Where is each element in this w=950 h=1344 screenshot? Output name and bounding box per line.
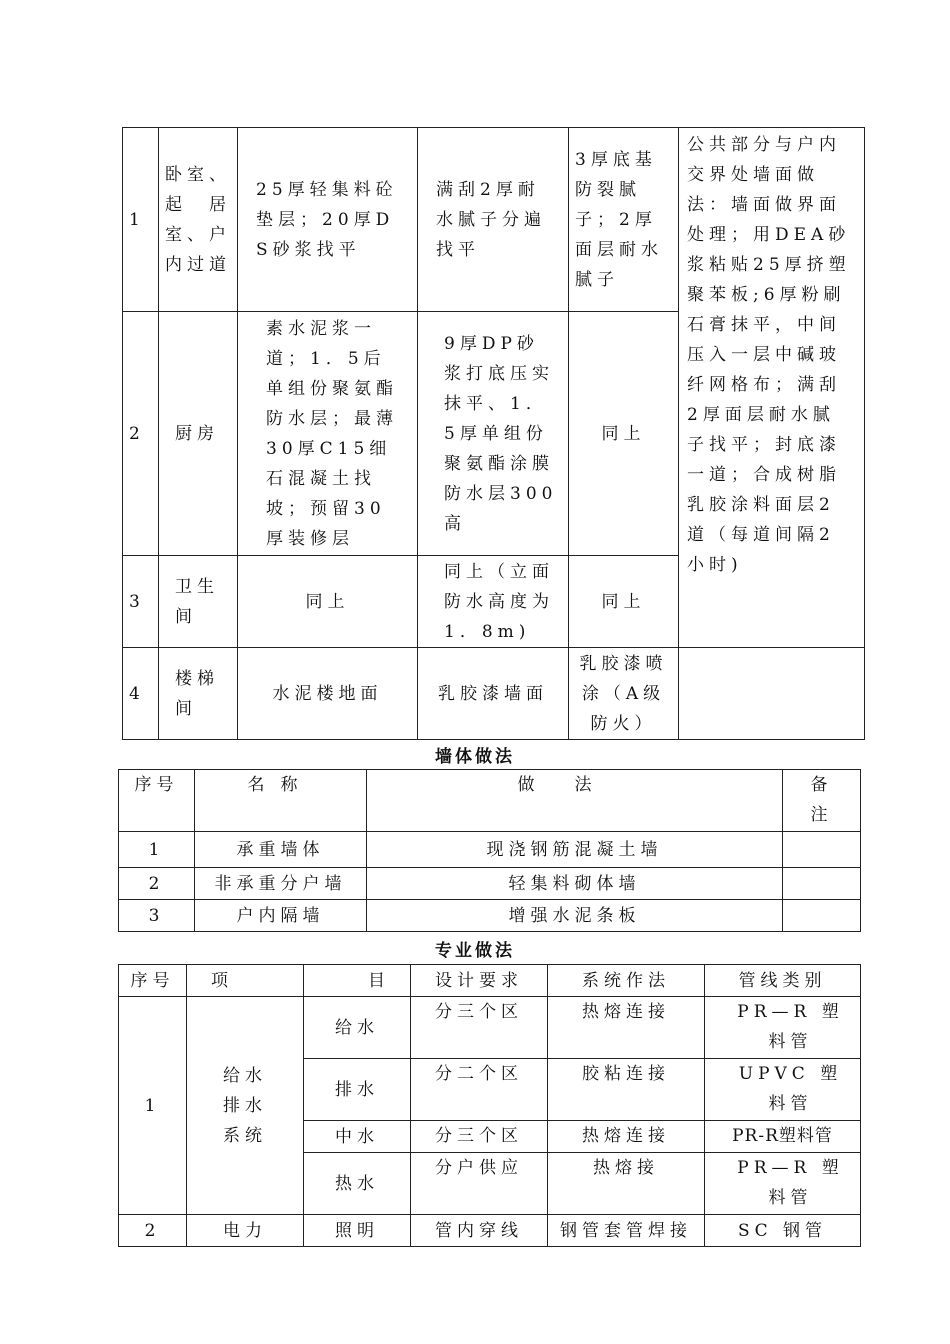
wall-note	[783, 832, 861, 868]
wall-method: 9厚DP砂浆打底压实抹平、1．5厚单组份聚氨酯涂膜防水层300高	[418, 312, 569, 556]
row-number: 3	[119, 900, 195, 932]
header-method: 做法	[367, 770, 783, 832]
empty-cell	[679, 648, 865, 740]
wall-method: 满刮2厚耐水腻子分遍找平	[418, 128, 569, 312]
table-row	[123, 128, 865, 312]
system-name: 给水排水系统	[187, 997, 304, 1215]
wall-note	[783, 900, 861, 932]
row-number: 1	[119, 832, 195, 868]
header-system-method: 系统作法	[548, 965, 705, 997]
table-header-row	[119, 965, 861, 997]
wall-name: 户内隔墙	[195, 900, 367, 932]
wall-name: 非承重分户墙	[195, 868, 367, 900]
common-area-note: 公共部分与户内交界处墙面做法：墙面做界面处理；用DEA砂浆粘贴25厚挤塑聚苯板;6厚粉刷石膏抹平，中间压入一层中碱玻纤网格布；满刮2厚面层耐水腻子找平；封底漆一道；合成树脂乳胶涂料面层2道（每道间隔2小时)	[679, 128, 865, 648]
wall-name: 承重墙体	[195, 832, 367, 868]
ceiling-method: 乳胶漆喷涂（A级防火）	[569, 648, 679, 740]
system-method: 热熔连接	[548, 1121, 705, 1153]
room-name: 楼梯间	[159, 648, 238, 740]
header-no: 序号	[119, 965, 187, 997]
wall-method: 增强水泥条板	[367, 900, 783, 932]
row-number: 1	[119, 997, 187, 1215]
sub-item: 中水	[304, 1121, 411, 1153]
header-item: 项	[187, 965, 304, 997]
pipe-type: PR—R 塑料管	[705, 1153, 861, 1215]
header-pipe-type: 管线类别	[705, 965, 861, 997]
row-number: 4	[123, 648, 159, 740]
pipe-type: PR-R塑料管	[705, 1121, 861, 1153]
system-method: 胶粘连接	[548, 1059, 705, 1121]
header-note: 备注	[783, 770, 861, 832]
system-name: 电力	[187, 1215, 304, 1247]
ceiling-method: 3厚底基防裂腻子；2厚面层耐水腻子	[569, 128, 679, 312]
floor-method: 水泥楼地面	[238, 648, 418, 740]
header-requirement: 设计要求	[411, 965, 548, 997]
wall-method: 同上（立面防水高度为1．8m)	[418, 556, 569, 648]
wall-note	[783, 868, 861, 900]
specialty-table	[118, 964, 861, 1247]
wall-table	[118, 769, 861, 932]
sub-item: 热水	[304, 1153, 411, 1215]
design-requirement: 分三个区	[411, 1121, 548, 1153]
wall-table-title: 墙体做法	[435, 747, 515, 767]
pipe-type: PR—R 塑料管	[705, 997, 861, 1059]
room-name: 卧室、起居室、户内过道	[159, 128, 238, 312]
finish-table	[122, 127, 865, 740]
table-row	[119, 868, 861, 900]
row-number: 2	[119, 868, 195, 900]
table-row	[119, 832, 861, 868]
system-method: 钢管套管焊接	[548, 1215, 705, 1247]
row-number: 3	[123, 556, 159, 648]
wall-method: 乳胶漆墙面	[418, 648, 569, 740]
system-method: 热熔接	[548, 1153, 705, 1215]
wall-method: 轻集料砌体墙	[367, 868, 783, 900]
floor-method: 素水泥浆一道；1．5后单组份聚氨酯防水层；最薄30厚C15细石混凝土找坡；预留30厚装修层	[238, 312, 418, 556]
design-requirement: 分三个区	[411, 997, 548, 1059]
system-method: 热熔连接	[548, 997, 705, 1059]
table-row	[123, 648, 865, 740]
design-requirement: 管内穿线	[411, 1215, 548, 1247]
specialty-table-title: 专业做法	[435, 941, 515, 961]
sub-item: 给水	[304, 997, 411, 1059]
row-number: 2	[123, 312, 159, 556]
header-no: 序号	[119, 770, 195, 832]
wall-method: 现浇钢筋混凝土墙	[367, 832, 783, 868]
row-number: 1	[123, 128, 159, 312]
room-name: 卫生间	[159, 556, 238, 648]
design-requirement: 分二个区	[411, 1059, 548, 1121]
floor-method: 25厚轻集料砼垫层；20厚DS砂浆找平	[238, 128, 418, 312]
sub-item: 排水	[304, 1059, 411, 1121]
sub-item: 照明	[304, 1215, 411, 1247]
table-row	[119, 1215, 861, 1247]
ceiling-method: 同上	[569, 556, 679, 648]
header-name: 名称	[195, 770, 367, 832]
ceiling-method: 同上	[569, 312, 679, 556]
row-number: 2	[119, 1215, 187, 1247]
table-row	[119, 997, 861, 1059]
floor-method: 同上	[238, 556, 418, 648]
table-row	[119, 900, 861, 932]
room-name: 厨房	[159, 312, 238, 556]
design-requirement: 分户供应	[411, 1153, 548, 1215]
pipe-type: SC 钢管	[705, 1215, 861, 1247]
header-item-end: 目	[304, 965, 411, 997]
pipe-type: UPVC 塑料管	[705, 1059, 861, 1121]
table-header-row	[119, 770, 861, 832]
